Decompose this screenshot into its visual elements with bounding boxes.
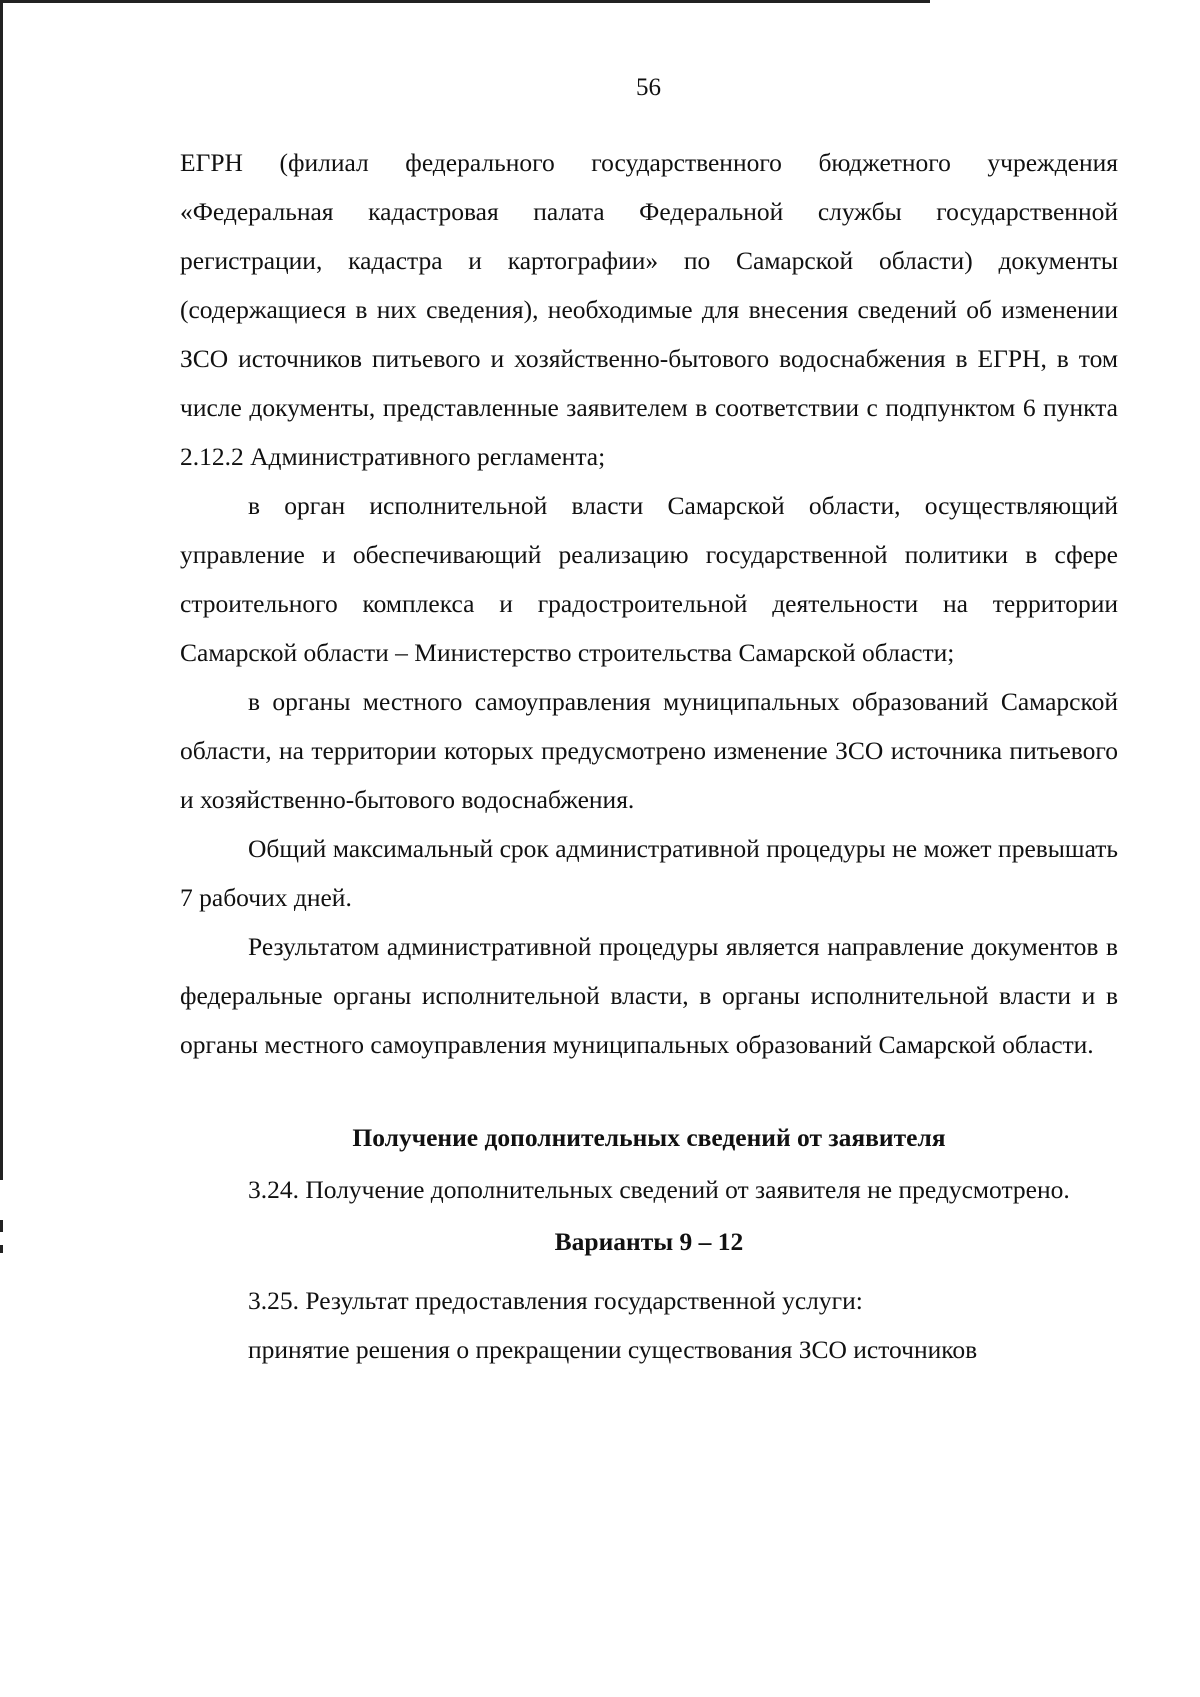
paragraph-max-term: Общий максимальный срок административной процедуры не может превышать 7 рабочих дней.: [180, 834, 1118, 912]
section-heading-additional-info: Получение дополнительных сведений от заявителя: [352, 1123, 946, 1152]
document-body: [180, 138, 1118, 1374]
paragraph-result: Результатом административной процедуры является направление документов в федеральные органы исполнительной власти, в органы исполнительной власти и в органы местного самоуправления муниципальных образований Самарской области.: [180, 932, 1118, 1059]
section-heading-variants: Варианты 9 – 12: [554, 1227, 744, 1256]
paragraph-3-24: 3.24. Получение дополнительных сведений от заявителя не предусмотрено.: [248, 1175, 1070, 1204]
scan-left-mark: [0, 1245, 3, 1253]
scan-left-mark: [0, 1220, 3, 1232]
scan-left-border: [0, 0, 3, 1180]
paragraph-egrn: ЕГРН (филиал федерального государственного бюджетного учреждения «Федеральная кадастровая палата Федеральной службы государственной регистрации, кадастра и картографии» по Самарской области) документы (содержащиеся в них сведения), необходимые для внесения сведений об изменении ЗСО источников питьевого и хозяйственно-бытового водоснабжения в ЕГРН, в том числе документы, представленные заявителем в соответствии с подпунктом 6 пункта 2.12.2 Административного регламента;: [180, 148, 1118, 471]
page-number: 56: [636, 74, 661, 101]
paragraph-decision: принятие решения о прекращении существования ЗСО источников: [248, 1335, 978, 1364]
paragraph-local-authorities: в органы местного самоуправления муниципальных образований Самарской области, на территории которых предусмотрено изменение ЗСО источника питьевого и хозяйственно-бытового водоснабжения.: [180, 687, 1118, 814]
paragraph-ministry-construction: в орган исполнительной власти Самарской области, осуществляющий управление и обеспечивающий реализацию государственной политики в сфере строительного комплекса и градостроительной деятельности на территории Самарской области – Министерство строительства Самарской области;: [180, 491, 1118, 667]
scan-top-border: [0, 0, 930, 3]
paragraph-3-25: 3.25. Результат предоставления государственной услуги:: [248, 1286, 863, 1315]
